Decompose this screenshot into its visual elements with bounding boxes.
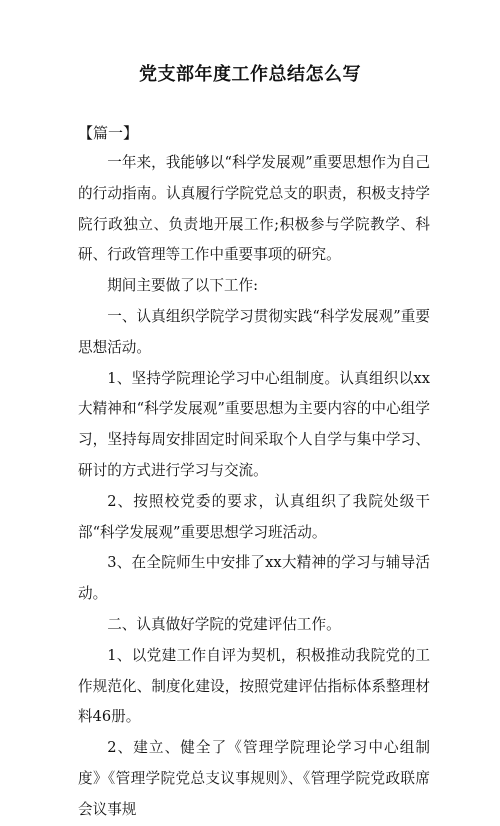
section-label: 【篇一】 [78, 124, 139, 142]
paragraph: 2、按照校党委的要求，认真组织了我院处级干部“科学发展观”重要思想学习班活动。 [78, 492, 430, 541]
paragraph: 3、在全院师生中安排了xx大精神的学习与辅导活动。 [78, 554, 430, 603]
paragraph: 期间主要做了以下工作: [107, 277, 259, 295]
document-title: 党支部年度工作总结怎么写 [139, 64, 361, 85]
paragraph: 一年来，我能够以“科学发展观”重要思想作为自己的行动指南。认真履行学院党总支的职责，积极支持学院行政独立、负责地开展工作;积极参与学院教学、科研、行政管理等工作中重要事项的研究。 [78, 154, 430, 264]
paragraph: 1、以党建工作自评为契机，积极推动我院党的工作规范化、制度化建设，按照党建评估指标体系整理材料46册。 [78, 646, 430, 726]
paragraph: 二、认真做好学院的党建评估工作。 [107, 615, 341, 633]
document-body [78, 148, 430, 826]
paragraph: 1、坚持学院理论学习中心组制度。认真组织以xx大精神和“科学发展观”重要思想为主要内容的中心组学习，坚持每周安排固定时间采取个人自学与集中学习、研讨的方式进行学习与交流。 [78, 369, 430, 479]
paragraph: 2、建立、健全了《管理学院理论学习中心组制度》《管理学院党总支议事规则》、《管理学院党政联席会议事规 [78, 739, 430, 818]
paragraph: 一、认真组织学院学习贯彻实践“科学发展观”重要思想活动。 [78, 307, 430, 356]
